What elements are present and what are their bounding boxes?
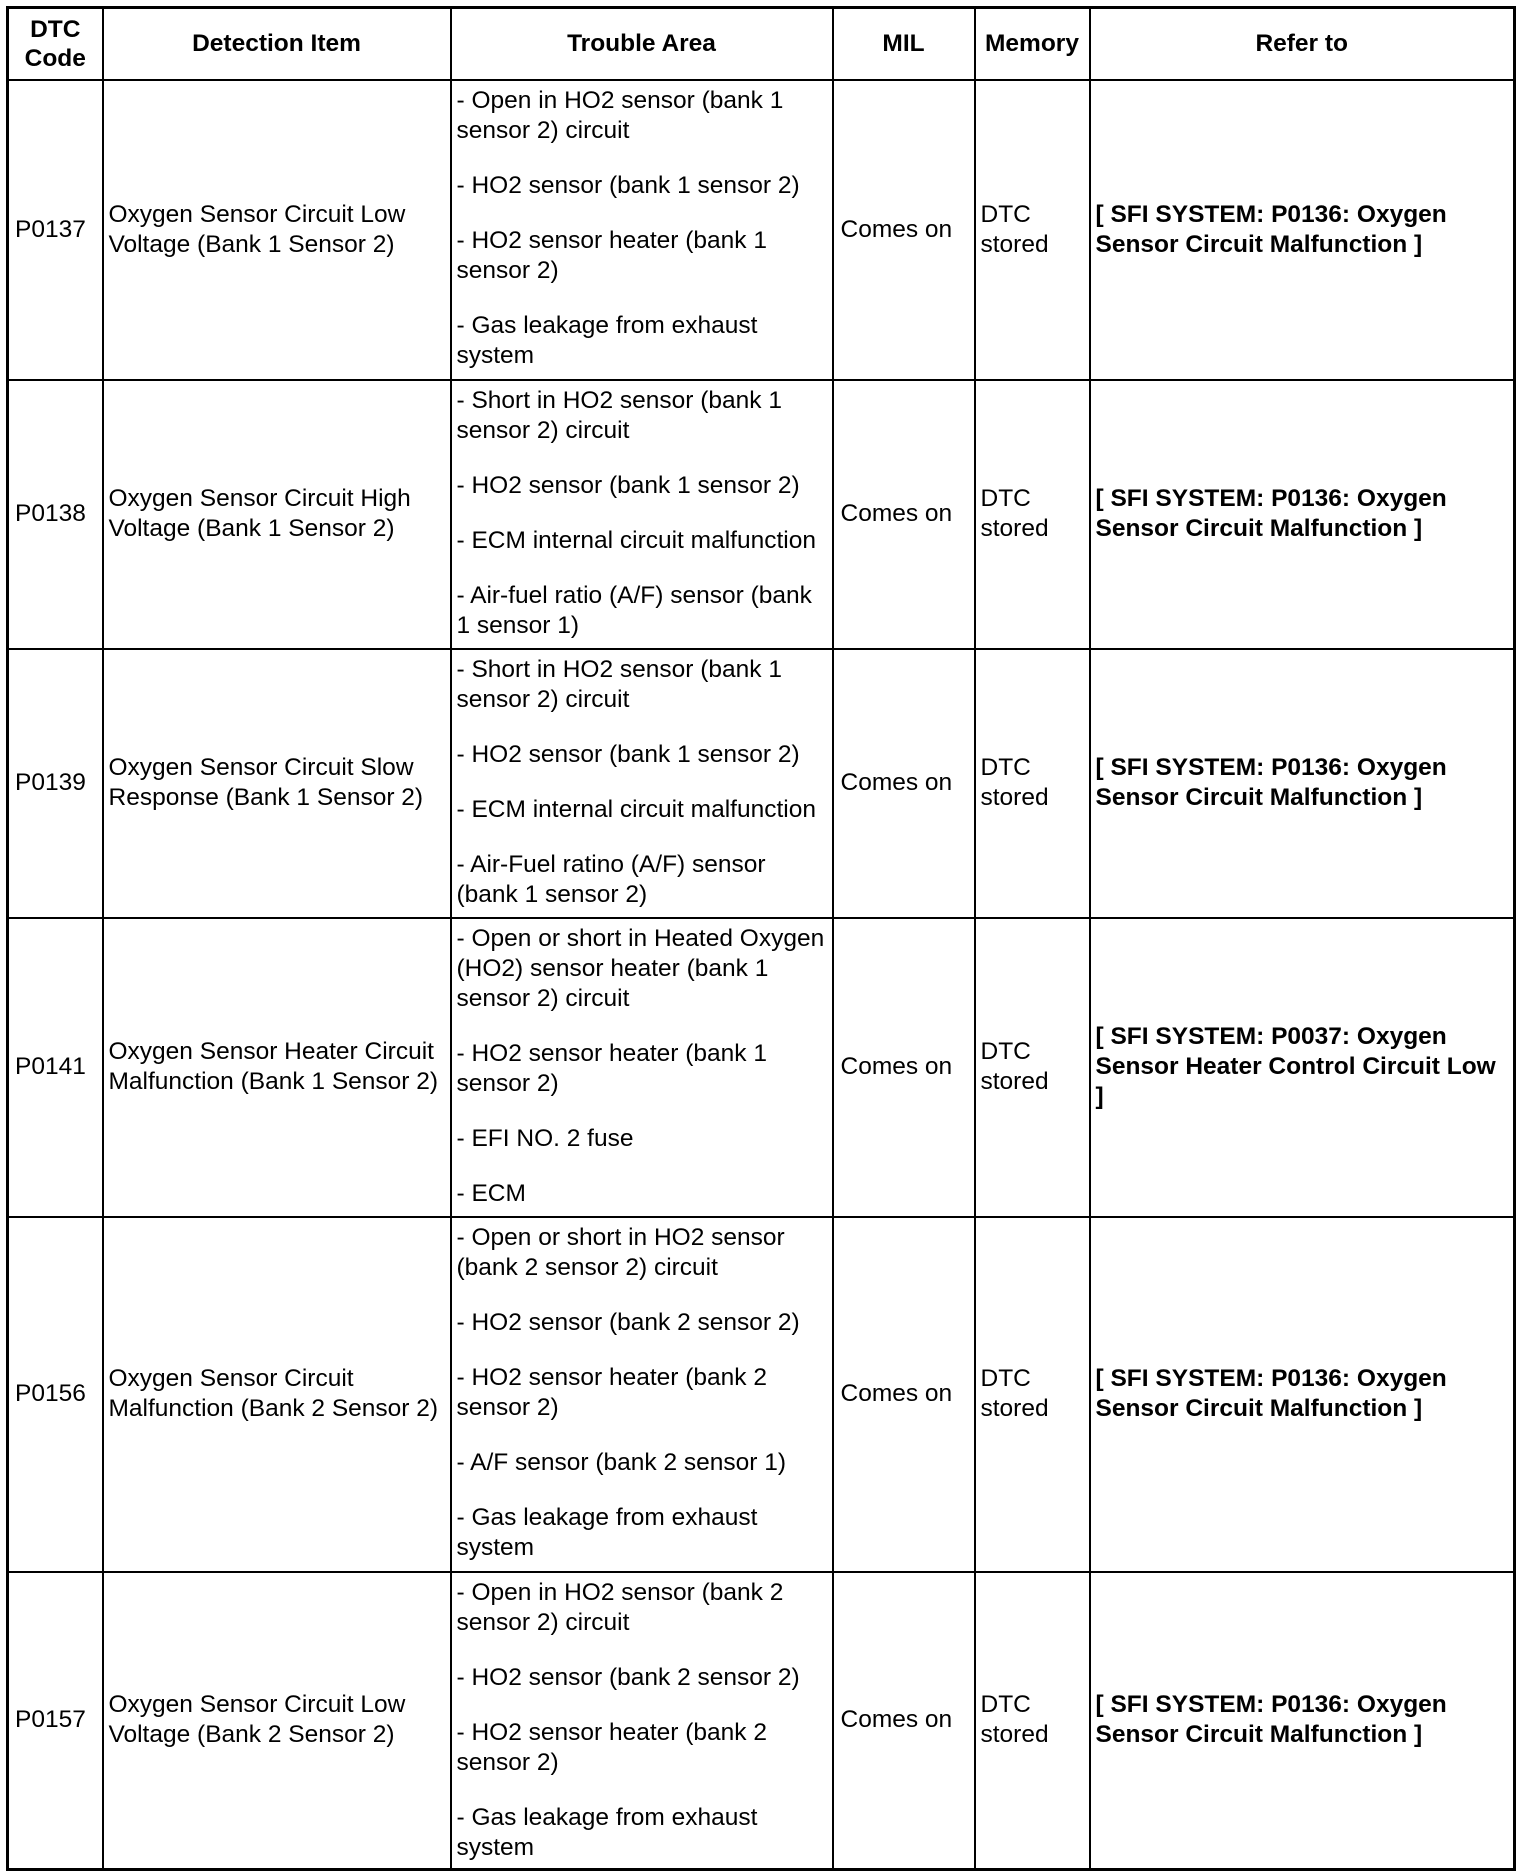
memory-cell: DTC stored	[975, 380, 1090, 649]
trouble-area-item: - HO2 sensor heater (bank 1 sensor 2)	[456, 1039, 767, 1097]
table-row	[8, 380, 1515, 649]
memory-cell: DTC stored	[975, 1572, 1090, 1870]
trouble-area-item: - HO2 sensor heater (bank 1 sensor 2)	[456, 226, 767, 284]
mil-cell: Comes on	[833, 380, 975, 649]
trouble-area-item: - Open in HO2 sensor (bank 2 sensor 2) circuit	[456, 1578, 784, 1636]
trouble-area-item: - Open or short in HO2 sensor (bank 2 sensor 2) circuit	[456, 1223, 785, 1281]
refer-to-link[interactable]: [ SFI SYSTEM: P0037: Oxygen Sensor Heater Control Circuit Low ]	[1090, 918, 1515, 1217]
table-row	[8, 80, 1515, 380]
mil-cell: Comes on	[833, 1217, 975, 1572]
dtc-code-cell: P0137	[8, 80, 103, 380]
trouble-area-item: - Gas leakage from exhaust system	[456, 1503, 758, 1561]
header-memory: Memory	[975, 8, 1090, 80]
header-mil: MIL	[833, 8, 975, 80]
trouble-area-item: - HO2 sensor (bank 2 sensor 2)	[456, 1308, 800, 1336]
header-trouble-area: Trouble Area	[451, 8, 833, 80]
trouble-area-cell	[451, 918, 833, 1217]
header-refer-to: Refer to	[1090, 8, 1515, 80]
trouble-area-item: - ECM	[456, 1179, 526, 1207]
trouble-area-cell	[451, 1572, 833, 1870]
detection-item-cell: Oxygen Sensor Circuit Low Voltage (Bank 2 Sensor 2)	[103, 1572, 451, 1870]
header-dtc-code: DTC Code	[8, 8, 103, 80]
dtc-code-cell: P0156	[8, 1217, 103, 1572]
trouble-area-list	[457, 1223, 827, 1563]
detection-item-cell: Oxygen Sensor Circuit High Voltage (Bank 1 Sensor 2)	[103, 380, 451, 649]
header-detection-item: Detection Item	[103, 8, 451, 80]
trouble-area-item: - HO2 sensor heater (bank 2 sensor 2)	[456, 1718, 767, 1776]
trouble-area-item: - A/F sensor (bank 2 sensor 1)	[456, 1448, 787, 1476]
mil-cell: Comes on	[833, 1572, 975, 1870]
refer-to-link[interactable]: [ SFI SYSTEM: P0136: Oxygen Sensor Circuit Malfunction ]	[1090, 649, 1515, 918]
trouble-area-item: - HO2 sensor heater (bank 2 sensor 2)	[456, 1363, 767, 1421]
table-row	[8, 649, 1515, 918]
trouble-area-item: - ECM internal circuit malfunction	[456, 795, 816, 823]
refer-to-link[interactable]: [ SFI SYSTEM: P0136: Oxygen Sensor Circuit Malfunction ]	[1090, 1217, 1515, 1572]
trouble-area-list	[457, 655, 827, 910]
trouble-area-cell	[451, 649, 833, 918]
table-row	[8, 1217, 1515, 1572]
refer-to-link[interactable]: [ SFI SYSTEM: P0136: Oxygen Sensor Circuit Malfunction ]	[1090, 80, 1515, 380]
table-row	[8, 1572, 1515, 1870]
trouble-area-item: - HO2 sensor (bank 1 sensor 2)	[456, 740, 800, 768]
mil-cell: Comes on	[833, 918, 975, 1217]
trouble-area-list	[457, 386, 827, 641]
detection-item-cell: Oxygen Sensor Heater Circuit Malfunction (Bank 1 Sensor 2)	[103, 918, 451, 1217]
trouble-area-item: - Air-fuel ratio (A/F) sensor (bank 1 sensor 1)	[456, 581, 812, 639]
trouble-area-item: - Short in HO2 sensor (bank 1 sensor 2) circuit	[456, 386, 782, 444]
trouble-area-item: - Short in HO2 sensor (bank 1 sensor 2) circuit	[456, 655, 782, 713]
mil-cell: Comes on	[833, 649, 975, 918]
trouble-area-item: - EFI NO. 2 fuse	[456, 1124, 634, 1152]
trouble-area-item: - Open in HO2 sensor (bank 1 sensor 2) circuit	[456, 86, 784, 144]
trouble-area-item: - Air-Fuel ratino (A/F) sensor (bank 1 sensor 2)	[456, 850, 766, 908]
header-row	[8, 8, 1515, 80]
detection-item-cell: Oxygen Sensor Circuit Malfunction (Bank 2 Sensor 2)	[103, 1217, 451, 1572]
dtc-code-cell: P0139	[8, 649, 103, 918]
trouble-area-list	[457, 924, 827, 1209]
trouble-area-item: - HO2 sensor (bank 1 sensor 2)	[456, 471, 800, 499]
dtc-table	[6, 6, 1516, 1871]
refer-to-link[interactable]: [ SFI SYSTEM: P0136: Oxygen Sensor Circuit Malfunction ]	[1090, 380, 1515, 649]
memory-cell: DTC stored	[975, 918, 1090, 1217]
trouble-area-cell	[451, 80, 833, 380]
trouble-area-item: - Gas leakage from exhaust system	[456, 1803, 758, 1861]
trouble-area-list	[457, 1578, 827, 1863]
detection-item-cell: Oxygen Sensor Circuit Low Voltage (Bank 1 Sensor 2)	[103, 80, 451, 380]
dtc-code-cell: P0157	[8, 1572, 103, 1870]
trouble-area-item: - HO2 sensor (bank 2 sensor 2)	[456, 1663, 800, 1691]
memory-cell: DTC stored	[975, 80, 1090, 380]
table-row	[8, 918, 1515, 1217]
dtc-code-cell: P0141	[8, 918, 103, 1217]
trouble-area-cell	[451, 1217, 833, 1572]
trouble-area-cell	[451, 380, 833, 649]
detection-item-cell: Oxygen Sensor Circuit Slow Response (Bank 1 Sensor 2)	[103, 649, 451, 918]
memory-cell: DTC stored	[975, 1217, 1090, 1572]
mil-cell: Comes on	[833, 80, 975, 380]
trouble-area-item: - Gas leakage from exhaust system	[456, 311, 758, 369]
trouble-area-item: - ECM internal circuit malfunction	[456, 526, 816, 554]
dtc-code-cell: P0138	[8, 380, 103, 649]
memory-cell: DTC stored	[975, 649, 1090, 918]
refer-to-link[interactable]: [ SFI SYSTEM: P0136: Oxygen Sensor Circuit Malfunction ]	[1090, 1572, 1515, 1870]
trouble-area-list	[457, 86, 827, 371]
trouble-area-item: - HO2 sensor (bank 1 sensor 2)	[456, 171, 800, 199]
trouble-area-item: - Open or short in Heated Oxygen (HO2) sensor heater (bank 1 sensor 2) circuit	[456, 924, 825, 1012]
